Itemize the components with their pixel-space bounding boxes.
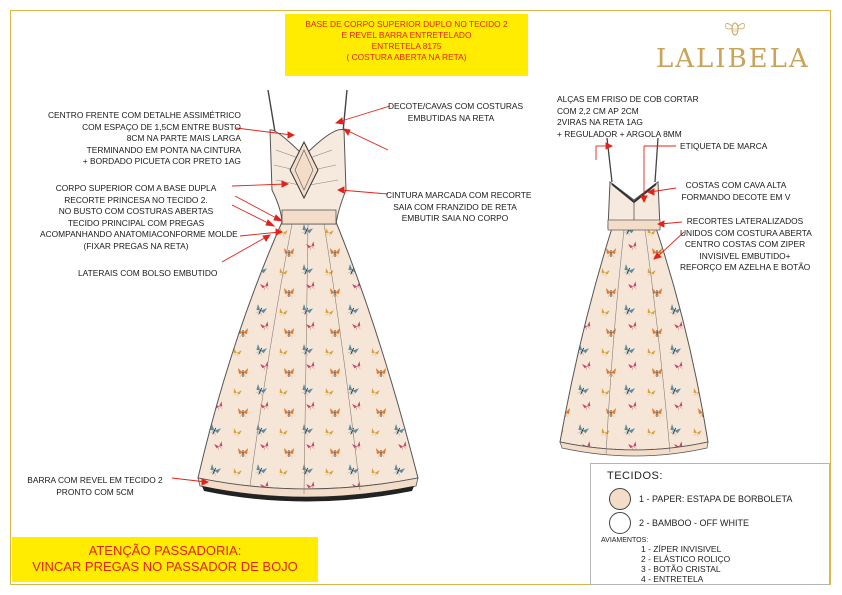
note-etiqueta: ETIQUETA DE MARCA xyxy=(680,141,768,151)
note-alcas: ALÇAS EM FRISO DE COB CORTAR COM 2,2 CM AP 2CM 2VIRAS NA RETA 1AG + REGULADOR + ARGOLA 8MM xyxy=(557,94,699,139)
header-line-2: E REVEL BARRA ENTRETELADO xyxy=(341,30,472,40)
trim-item-3: 3 - BOTÃO CRISTAL xyxy=(641,564,721,574)
fabrics-title: TECIDOS: xyxy=(607,470,663,482)
note-barra: BARRA COM REVEL EM TECIDO 2 PRONTO COM 5CM xyxy=(27,475,163,497)
fabrics-legend xyxy=(590,463,830,585)
note-decote: DECOTE/CAVAS COM COSTURAS EMBUTIDAS NA RETA xyxy=(388,101,524,123)
warning-text: VINCAR PREGAS NO PASSADOR DE BOJO xyxy=(32,559,298,574)
warning-title: ATENÇÃO PASSADORIA: xyxy=(88,543,242,558)
fabric-swatch-1 xyxy=(609,488,631,510)
trims-title: AVIAMENTOS: xyxy=(601,537,649,544)
fabric-item-1: 1 - PAPER: ESTAPA DE BORBOLETA xyxy=(639,494,793,504)
note-cintura: CINTURA MARCADA COM RECORTE SAIA COM FRANZIDO DE RETA EMBUTIR SAIA NO CORPO xyxy=(386,190,532,223)
header-line-1: BASE DE CORPO SUPERIOR DUPLO NO TECIDO 2 xyxy=(305,19,508,29)
note-centro-frente: CENTRO FRENTE COM DETALHE ASSIMÉTRICO COM ESPAÇO DE 1,5CM ENTRE BUSTO 8CM NA PARTE MAIS LARGA TERMINANDO EM PONTA NA CINTURA + BORDADO PICUETA COR PRETO 1AG xyxy=(48,110,241,166)
trim-item-1: 1 - ZÍPER INVISIVEL xyxy=(641,544,722,554)
fabric-swatch-2 xyxy=(609,512,631,534)
fabric-item-2: 2 - BAMBOO - OFF WHITE xyxy=(639,518,749,528)
trim-item-4: 4 - ENTRETELA xyxy=(641,574,704,584)
header-line-4: ( COSTURA ABERTA NA RETA) xyxy=(346,52,467,62)
ironing-warning-box xyxy=(12,537,318,582)
note-corpo-superior: CORPO SUPERIOR COM A BASE DUPLA RECORTE PRINCESA NO TECIDO 2. NO BUSTO COM COSTURAS ABERTAS TECIDO PRINCIPAL COM PREGAS ACOMPANHANDO ANATOMIACONFORME MOLDE (FIXAR PREGAS NA RETA) xyxy=(40,183,238,251)
note-laterais: LATERAIS COM BOLSO EMBUTIDO xyxy=(78,268,218,278)
note-recortes: RECORTES LATERALIZADOS UNIDOS COM COSTURA ABERTA CENTRO COSTAS COM ZIPER INVISIVEL EMBUTIDO+ REFORÇO EM AZELHA E BOTÃO xyxy=(680,216,812,272)
trim-item-2: 2 - ELÁSTICO ROLIÇO xyxy=(641,554,731,564)
header-line-3: ENTRETELA 8175 xyxy=(371,41,442,51)
brand-logo: LALIBELA xyxy=(656,44,810,74)
note-costas: COSTAS COM CAVA ALTA FORMANDO DECOTE EM V xyxy=(681,180,791,202)
